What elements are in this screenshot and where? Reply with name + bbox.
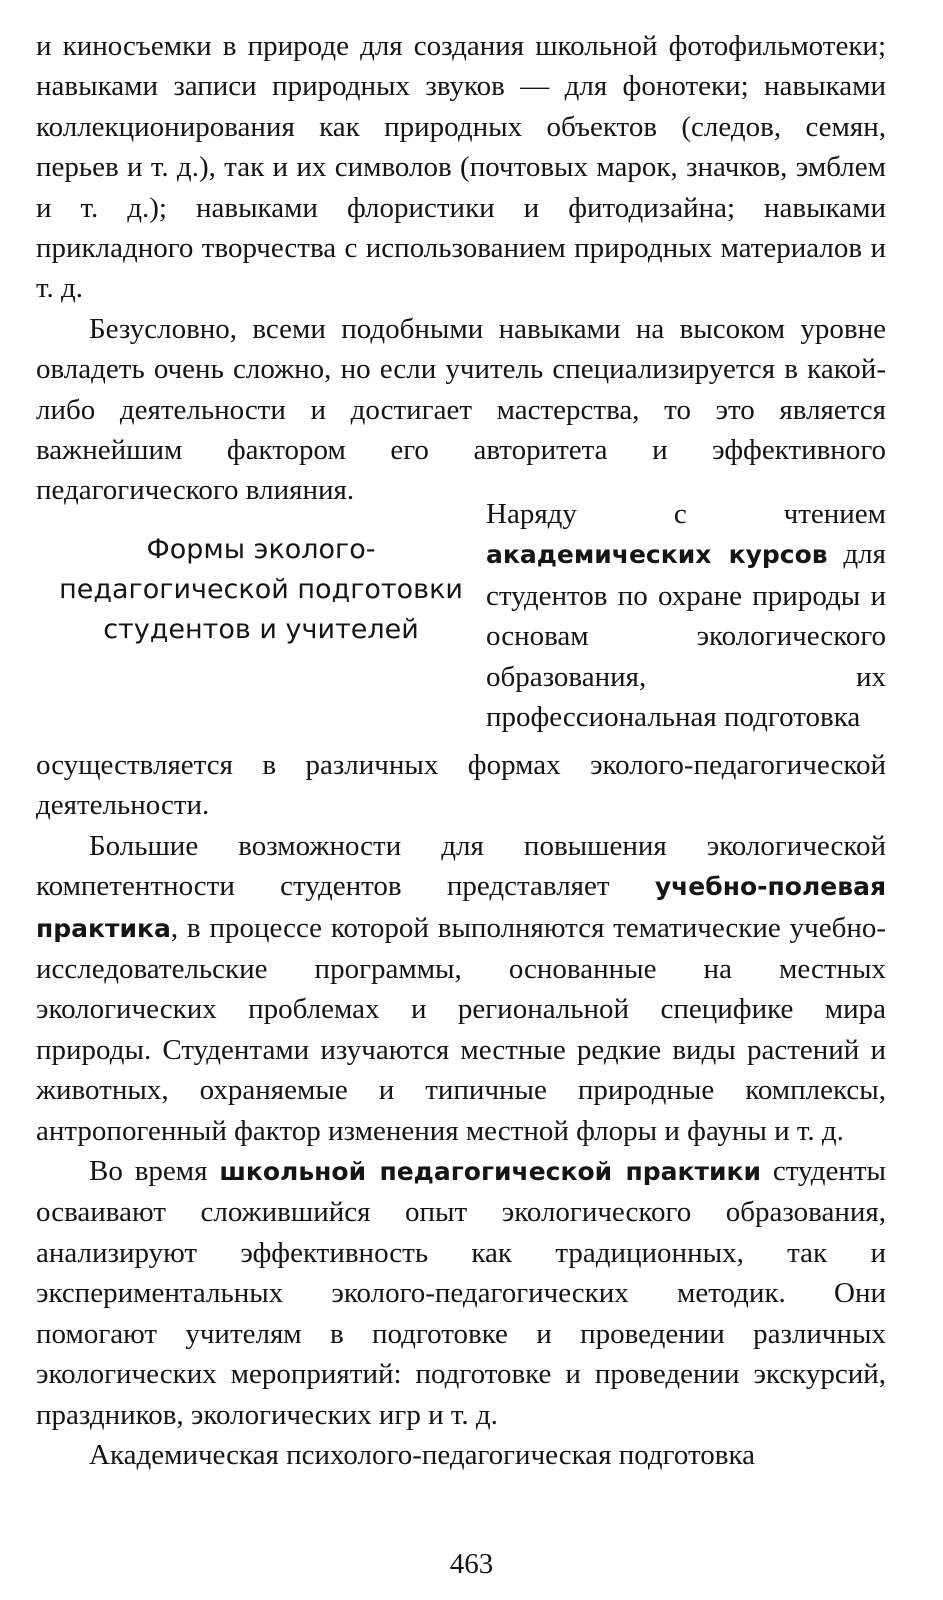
paragraph-school-practice — [36, 1151, 886, 1435]
section-eco-pedagogical-training — [36, 490, 886, 745]
paragraph-academic: Академическая психолого-педагогическая подготовка — [89, 1438, 755, 1471]
paragraph-field-practice-rest: , в процессе которой выполняются тематические учебно-исследовательские программы, основанные на местных экологических проблемах и региональной специфике мира природы. Студентами изучаются местные редкие виды растений и животных, охраняемые и типичные природные комплексы, антропогенный фактор изменения местной флоры и фауны и т. д. — [36, 911, 886, 1147]
paragraph-field-practice — [36, 826, 886, 1151]
page-number: 463 — [449, 1548, 494, 1580]
section-heading: Формы эколого-педагогической подготовки студентов и учителей — [59, 534, 463, 645]
text-block-bottom — [36, 745, 886, 1475]
keyword-academic-courses: академических курсов — [486, 540, 828, 570]
text-block-top — [36, 26, 886, 511]
paragraph-school-practice-rest: студенты осваивают сложившийся опыт экологического образования, анализируют эффективность как традиционных, так и экспериментальных эколого-педагогических методик. Они помогают учителям в подготовке и проведении различных экологических мероприятий: подготовке и проведении экскурсий, праздников, экологических игр и т. д. — [36, 1155, 886, 1431]
paragraph-field-practice-lead: Большие возможности для повышения экологической компетентности студентов представляет — [36, 829, 886, 903]
paragraph-courses-end: осуществляется в различных формах эколого-педагогической деятельности. — [36, 749, 886, 822]
paragraph-continued: и киносъемки в природе для создания школьной фотофильмотеки; навыками записи природных звуков — для фонотеки; навыками коллекционирования как природных объектов (следов, семян, перьев и т. д.), так и их символов (почтовых марок, значков, эмблем и т. д.); навыками флористики и фитодизайна; навыками прикладного творчества с использованием природных материалов и т. д. — [36, 30, 886, 305]
paragraph-school-practice-lead: Во время — [89, 1155, 220, 1188]
paragraph-courses-start — [486, 494, 886, 737]
paragraph-courses-rest: для студентов по охране природы и основам экологического образования, их профессиональная подготовка — [486, 538, 886, 734]
keyword-school-practice: школьной педагогической практики — [219, 1157, 761, 1187]
paragraph-courses-lead: Наряду с чтением — [486, 498, 886, 530]
paragraph-mastery: Безусловно, всеми подобными навыками на высоком уровне овладеть очень сложно, но если учитель специализируется в какой-либо деятельности и достигает мастерства, то это является важнейшим фактором его авторитета и эффективного педагогического влияния. — [36, 312, 886, 507]
keyword-field-practice: учебно-полевая практика — [36, 872, 886, 943]
